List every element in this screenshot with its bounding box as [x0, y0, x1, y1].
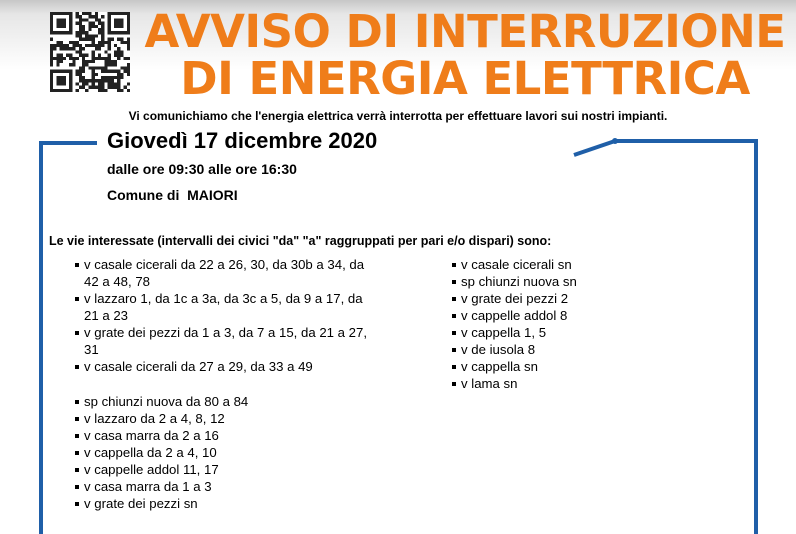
- municipality: Comune di MAIORI: [107, 187, 238, 203]
- list-item: v casale cicerali da 27 a 29, da 33 a 49: [74, 358, 374, 375]
- list-item: sp chiunzi nuova da 80 a 84: [74, 393, 374, 410]
- list-item: v de iusola 8: [451, 341, 651, 358]
- qr-code-icon: [50, 12, 130, 92]
- list-item: v casa marra da 2 a 16: [74, 427, 374, 444]
- list-item: v cappella sn: [451, 358, 651, 375]
- list-item: v cappelle addol 11, 17: [74, 461, 374, 478]
- list-item: v grate dei pezzi 2: [451, 290, 651, 307]
- list-item: v casa marra da 1 a 3: [74, 478, 374, 495]
- outage-date: Giovedì 17 dicembre 2020: [107, 128, 378, 153]
- outage-hours: dalle ore 09:30 alle ore 16:30: [107, 161, 297, 177]
- streets-list-right: [451, 256, 651, 392]
- list-item: v grate dei pezzi da 1 a 3, da 7 a 15, da 21 a 27, 31: [74, 324, 374, 358]
- title-line-2: DI ENERGIA ELETTRICA: [180, 52, 750, 105]
- list-item: v cappella da 2 a 4, 10: [74, 444, 374, 461]
- list-item: v lazzaro da 2 a 4, 8, 12: [74, 410, 374, 427]
- title-line-1: AVVISO DI INTERRUZIONE: [144, 5, 786, 58]
- list-item: v lama sn: [451, 375, 651, 392]
- list-item: v cappella 1, 5: [451, 324, 651, 341]
- list-item: v cappelle addol 8: [451, 307, 651, 324]
- streets-list-left: [74, 256, 374, 512]
- list-item: v lazzaro 1, da 1c a 3a, da 3c a 5, da 9 a 17, da 21 a 23: [74, 290, 374, 324]
- intro-text: Vi comunichiamo che l'energia elettrica verrà interrotta per effettuare lavori sui nostri impianti.: [128, 109, 668, 123]
- list-item: v casale cicerali da 22 a 26, 30, da 30b a 34, da 42 a 48, 78: [74, 256, 374, 290]
- streets-heading: Le vie interessate (intervalli dei civici "da" "a" raggruppati per pari e/o dispari) sono:: [49, 234, 552, 248]
- notice-title: [138, 5, 792, 105]
- list-item: sp chiunzi nuova sn: [451, 273, 651, 290]
- list-item: v grate dei pezzi sn: [74, 495, 374, 512]
- list-item: v casale cicerali sn: [451, 256, 651, 273]
